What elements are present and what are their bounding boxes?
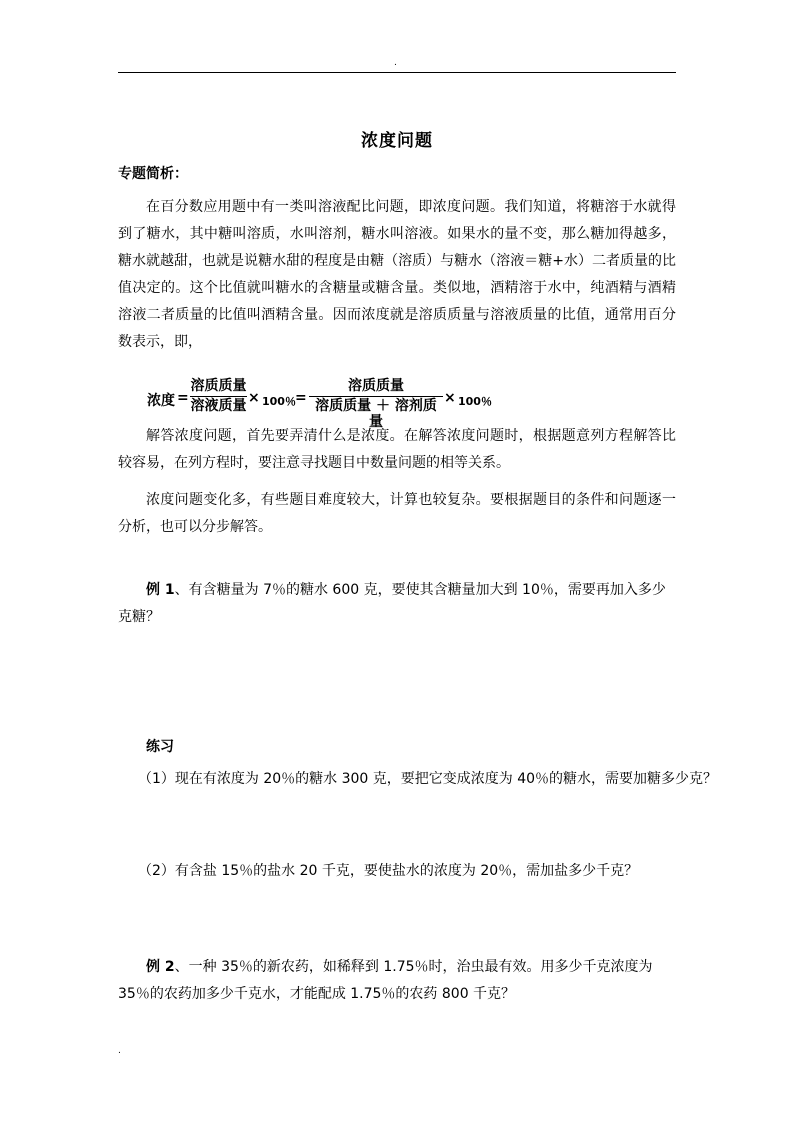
fraction-1-numerator: 溶质质量: [190, 378, 247, 394]
practice-question-1: （1）现在有浓度为 20％的糖水 300 克，要把它变成浓度为 40％的糖水，需要加糖多少克？: [138, 771, 718, 787]
fraction-2-bar: [309, 396, 443, 397]
example-1-label: 例 1: [146, 582, 175, 598]
header-mark: .: [394, 58, 397, 68]
page-title: 浓度问题: [361, 131, 433, 151]
header-rule: [118, 72, 676, 73]
fraction-1-bar: [190, 396, 247, 397]
formula-percent-2: 100％: [458, 395, 492, 408]
formula-fraction-1: [190, 378, 247, 414]
example-1-text: 、有含糖量为 7％的糖水 600 克，要使其含糖量加大到 10％，需要再加入多少克糖？: [118, 582, 666, 625]
concentration-formula: [147, 378, 567, 430]
example-2-label: 例 2: [146, 959, 175, 975]
fraction-2-numerator: 溶质质量: [348, 378, 404, 394]
formula-times-1: ×: [248, 390, 260, 406]
formula-percent-1: 100％: [262, 395, 296, 408]
formula-lhs: 浓度: [147, 393, 175, 409]
formula-equals-2: =: [295, 390, 307, 406]
section-heading: 专题简析：: [118, 166, 188, 182]
fraction-2-denominator: 溶质质量 ＋ 溶剂质量: [315, 398, 437, 430]
practice-question-2: （2）有含盐 15％的盐水 20 千克，要使盐水的浓度为 20％，需加盐多少千克？: [138, 863, 639, 879]
practice-heading: 练习: [146, 739, 174, 755]
fraction-1-denominator: 溶液质量: [190, 398, 247, 414]
example-2-text: 、一种 35％的新农药，如稀释到 1.75％时，治虫最有效。用多少千克浓度为 35％的农药加多少千克水，才能配成 1.75％的农药 800 千克？: [118, 959, 653, 1002]
formula-times-2: ×: [444, 390, 456, 406]
example-1: [118, 577, 676, 631]
intro-paragraph: 在百分数应用题中有一类叫溶液配比问题，即浓度问题。我们知道，将糖溶于水就得到了糖水，其中糖叫溶质，水叫溶剂，糖水叫溶液。如果水的量不变，那么糖加得越多，糖水就越甜，也就是说糖水甜的程度是由糖（溶质）与糖水（溶液＝糖+水）二者质量的比值决定的。这个比值就叫糖水的含糖量或糖含量。类似地，酒精溶于水中，纯酒精与酒精溶液二者质量的比值叫酒精含量。因而浓度就是溶质质量与溶液质量的比值，通常用百分数表示，即，: [118, 199, 676, 350]
formula-equals-1: =: [177, 390, 189, 406]
method-paragraph: 解答浓度问题，首先要弄清什么是浓度。在解答浓度问题时，根据题意列方程解答比较容易，在列方程时，要注意寻找题目中数量问题的相等关系。: [118, 428, 676, 471]
example-2: [118, 954, 676, 1008]
advice-paragraph: 浓度问题变化多，有些题目难度较大，计算也较复杂。要根据题目的条件和问题逐一分析，也可以分步解答。: [118, 492, 676, 535]
footer-mark: .: [118, 1046, 121, 1056]
